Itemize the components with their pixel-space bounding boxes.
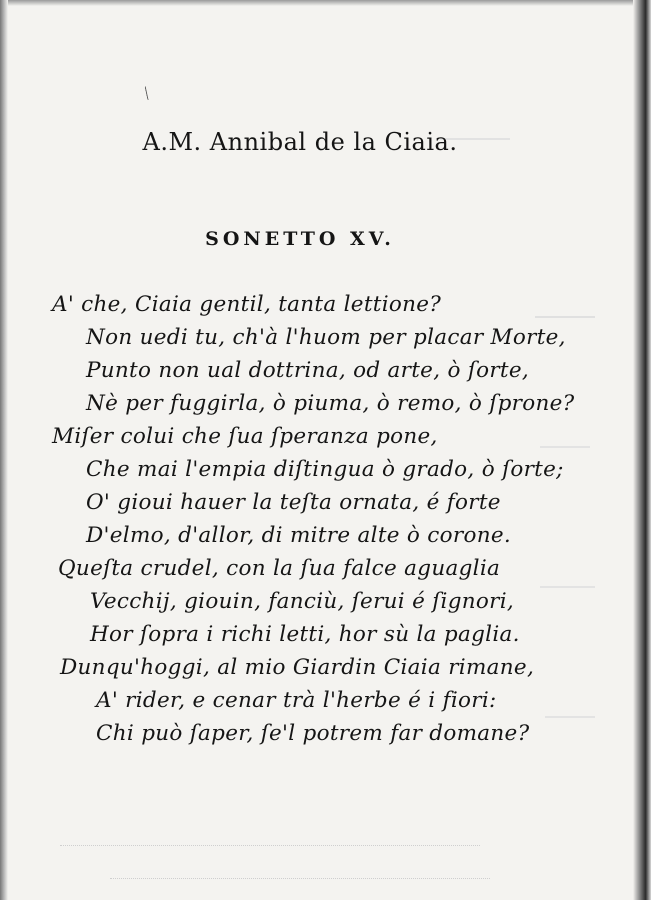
verse-line: Che mai l'empia diſtingua ò grado, ò ſorte; (86, 457, 564, 482)
show-through-mark (110, 868, 490, 879)
page-right-edge (633, 0, 651, 900)
verse-line: D'elmo, d'allor, di mitre alte ò corone. (86, 523, 512, 548)
ink-speck (145, 86, 151, 100)
show-through-mark (535, 300, 595, 318)
verse-line: Dunqu'hoggi, al mio Giardin Ciaia rimane, (60, 655, 535, 680)
show-through-mark (60, 835, 480, 846)
verse-line: Chi può ſaper, ſe'l potrem far domane? (96, 721, 530, 746)
verse-line: O' gioui hauer la teſta ornata, é forte (86, 490, 501, 515)
verse-line: A' che, Ciaia gentil, tanta lettione? (52, 292, 442, 317)
verse-line: Hor ſopra i richi letti, hor sù la paglia. (90, 622, 520, 647)
show-through-mark (545, 700, 595, 718)
verse-line: Vecchij, giouin, fanciù, ſerui é ſignori, (90, 589, 515, 614)
verse-line: Queſta crudel, con la ſua falce aguaglia (58, 556, 501, 581)
show-through-mark (540, 430, 590, 448)
show-through-mark (540, 570, 595, 588)
verse-line: Nè per fuggirla, ò piuma, ò remo, ò ſprone? (86, 391, 575, 416)
verse-line: Non uedi tu, ch'à l'huom per placar Morte, (86, 325, 566, 350)
verse-line: Miſer colui che ſua ſperanza pone, (52, 424, 438, 449)
verse-line: Punto non ual dottrina, od arte, ò ſorte, (86, 358, 530, 383)
sonnet-title: SONETTO XV. (205, 228, 395, 250)
page-heading: A.M. Annibal de la Ciaia. (142, 128, 458, 156)
page-top-edge (0, 0, 651, 6)
verse-line: A' rider, e cenar trà l'herbe é i fiori: (96, 688, 497, 713)
